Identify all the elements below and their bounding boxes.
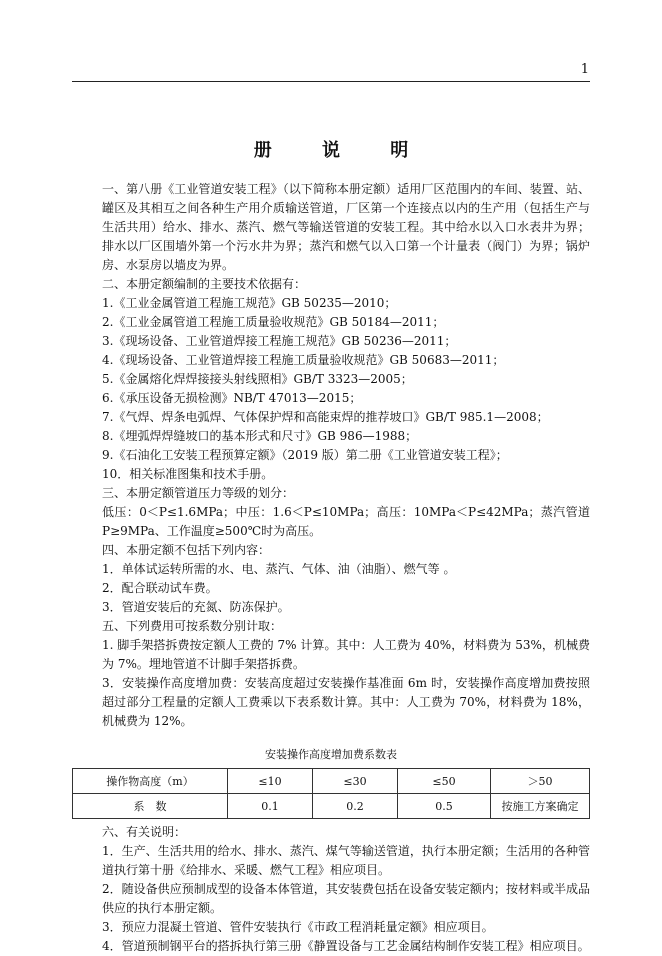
paragraph-basis-heading: 二、本册定额编制的主要技术依据有：	[102, 277, 307, 291]
table-header-row	[73, 769, 590, 794]
list-item: 3．预应力混凝土管道、管件安装执行《市政工程消耗量定额》相应项目。	[102, 920, 494, 934]
table-row	[73, 794, 590, 819]
list-item: 8.《埋弧焊焊缝坡口的基本形式和尺寸》GB 986—1988；	[102, 429, 418, 443]
paragraph-pressure-heading: 三、本册定额管道压力等级的划分：	[102, 486, 295, 500]
paragraph-exclusions-heading: 四、本册定额不包括下列内容：	[102, 543, 271, 557]
page-number: 1	[580, 62, 589, 77]
table-header-cell: 操作物高度（m）	[73, 769, 228, 794]
list-item: 2.《工业金属管道工程施工质量验收规范》GB 50184—2011；	[102, 315, 445, 329]
table-cell: 0.2	[313, 794, 398, 819]
table-cell: 系 数	[73, 794, 228, 819]
page-title: 册 说 明	[253, 140, 431, 161]
paragraph-notes-heading: 六、有关说明：	[102, 825, 187, 839]
list-item: 2．配合联动试车费。	[102, 581, 218, 595]
table-caption: 安装操作高度增加费系数表	[265, 748, 397, 761]
document-body	[72, 180, 590, 956]
table-cell: 0.5	[398, 794, 491, 819]
table-header-cell: ≤50	[398, 769, 491, 794]
table-header-cell: ＞50	[491, 769, 590, 794]
list-item: 4．管道预制钢平台的搭拆执行第三册《静置设备与工艺金属结构制作安装工程》相应项目。	[102, 939, 590, 953]
list-item: 2．随设备供应预制成型的设备本体管道，其安装费包括在设备安装定额内；按材料或半成品供应的执行本册定额。	[102, 882, 590, 915]
list-item: 1．生产、生活共用的给水、排水、蒸汽、煤气等输送管道，执行本册定额；生活用的各种管道执行第十册《给排水、采暖、燃气工程》相应项目。	[102, 844, 590, 877]
list-item: 3．管道安装后的充氮、防冻保护。	[102, 600, 290, 614]
list-item: 9.《石油化工安装工程预算定额》（2019 版）第二册《工业管道安装工程》；	[102, 448, 508, 462]
paragraph-scaffold-fee: 1. 脚手架搭拆费按定额人工费的 7% 计算。其中：人工费为 40%，材料费为 53%，机械费为 7%。埋地管道不计脚手架搭拆费。	[102, 638, 590, 671]
list-item: 5.《金属熔化焊焊接接头射线照相》GB/T 3323—2005；	[102, 372, 413, 386]
table-cell: 按施工方案确定	[491, 794, 590, 819]
list-item: 3.《现场设备、工业管道焊接工程施工规范》GB 50236—2011；	[102, 334, 457, 348]
list-item: 4.《现场设备、工业管道焊接工程施工质量验收规范》GB 50683—2011；	[102, 353, 505, 367]
list-item: 6.《承压设备无损检测》NB/T 47013—2015；	[102, 391, 362, 405]
table-cell: 0.1	[228, 794, 313, 819]
table-header-cell: ≤30	[313, 769, 398, 794]
list-item: 7.《气焊、焊条电弧焊、气体保护焊和高能束焊的推荐坡口》GB/T 985.1—2008；	[102, 410, 549, 424]
list-item: 10．相关标准图集和技术手册。	[102, 467, 274, 481]
paragraph-scope: 一、第八册《工业管道安装工程》（以下简称本册定额）适用厂区范围内的车间、装置、站、罐区及其相互之间各种生产用介质输送管道，厂区第一个连接点以内的生产用（包括生产与生活共用）给水、排水、蒸汽、燃气等输送管道的安装工程。其中给水以入口水表井为界；排水以厂区围墙外第一个污水井为界；蒸汽和燃气以入口第一个计量表（阀门）为界；锅炉房、水泵房以墙皮为界。	[102, 182, 590, 272]
paragraph-height-fee: 3．安装操作高度增加费：安装高度超过安装操作基准面 6m 时，安装操作高度增加费按照超过部分工程量的定额人工费乘以下表系数计算。其中：人工费为 70%，材料费为 18%，机械费为 12%。	[102, 676, 590, 728]
paragraph-pressure-levels: 低压：0＜P≤1.6MPa；中压：1.6＜P≤10MPa；高压：10MPa＜P≤42MPa；蒸汽管道 P≥9MPa、工作温度≥500℃时为高压。	[102, 505, 590, 538]
height-coefficient-table	[72, 768, 590, 819]
table-header-cell: ≤10	[228, 769, 313, 794]
list-item: 1.《工业金属管道工程施工规范》GB 50235—2010；	[102, 296, 397, 310]
header-rule	[72, 81, 590, 82]
list-item: 1．单体试运转所需的水、电、蒸汽、气体、油（油脂）、燃气等 。	[102, 562, 456, 576]
paragraph-fees-heading: 五、下列费用可按系数分别计取：	[102, 619, 283, 633]
